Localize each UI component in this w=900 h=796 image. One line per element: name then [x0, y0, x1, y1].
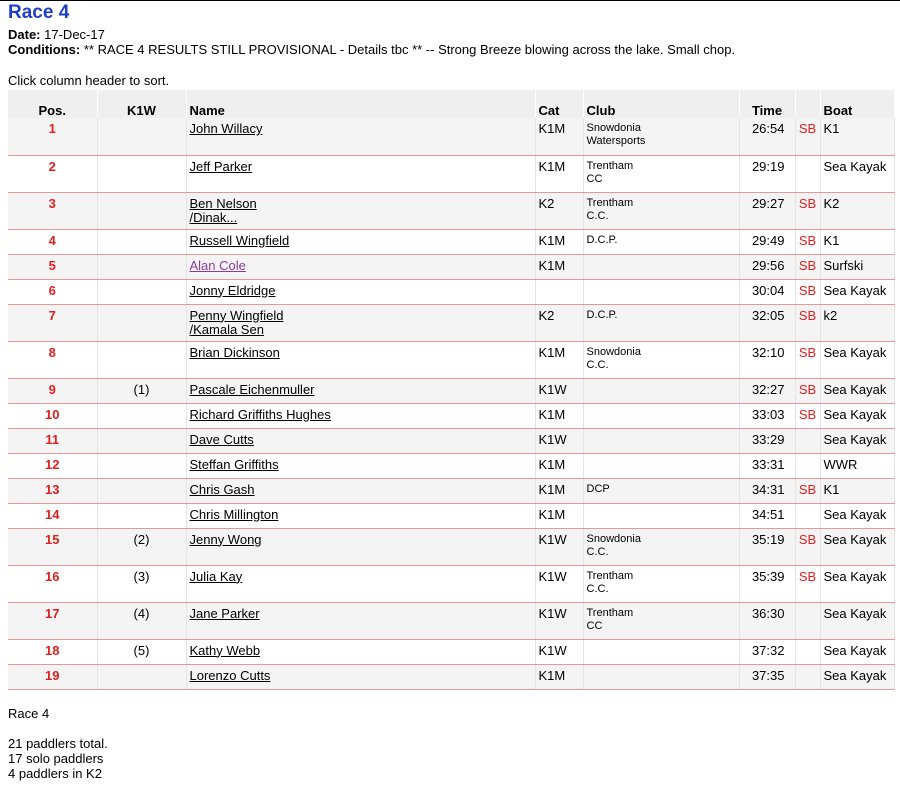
cell-pos: 19	[8, 664, 97, 689]
conditions-line	[8, 42, 735, 57]
col-header-time[interactable]: Time	[739, 90, 795, 118]
cell-pos: 2	[8, 155, 97, 192]
cell-time: 32:10	[739, 341, 795, 378]
cell-time: 34:51	[739, 503, 795, 528]
cell-cat: K1M	[535, 118, 583, 155]
club-line-1: Trentham	[586, 196, 634, 209]
cell-sb	[795, 453, 820, 478]
table-row	[8, 478, 894, 503]
club-line-1: Trentham	[586, 159, 634, 172]
conditions-value: ** RACE 4 RESULTS STILL PROVISIONAL - Details tbc ** -- Strong Breeze blowing across the lake. Small chop.	[83, 42, 736, 57]
competitor-link[interactable]: Lorenzo Cutts	[189, 667, 271, 683]
club-line-1: Trentham	[586, 569, 634, 582]
club-line-2: C.C.	[586, 582, 609, 595]
cell-name	[186, 565, 535, 602]
cell-k1w	[97, 279, 186, 304]
cell-club	[583, 378, 739, 403]
table-row	[8, 528, 894, 565]
name-line-1: Ben Nelson	[189, 195, 257, 211]
cell-pos: 6	[8, 279, 97, 304]
cell-time: 33:31	[739, 453, 795, 478]
club-line-2: CC	[586, 172, 603, 185]
summary-race-name: Race 4	[8, 706, 50, 721]
cell-boat: Sea Kayak	[820, 565, 894, 602]
cell-k1w: (1)	[97, 378, 186, 403]
competitor-link[interactable]: Kathy Webb	[189, 642, 261, 658]
cell-boat: Sea Kayak	[820, 403, 894, 428]
col-header-sb[interactable]	[795, 90, 820, 118]
table-row	[8, 341, 894, 378]
cell-pos: 4	[8, 229, 97, 254]
cell-sb	[795, 602, 820, 639]
cell-boat: Sea Kayak	[820, 279, 894, 304]
table-row	[8, 428, 894, 453]
cell-k1w: (4)	[97, 602, 186, 639]
club-line-1: D.C.P.	[586, 233, 618, 246]
cell-cat: K1W	[535, 602, 583, 639]
cell-name	[186, 453, 535, 478]
race-meta	[8, 27, 735, 57]
cell-sb: SB	[795, 378, 820, 403]
cell-sb	[795, 664, 820, 689]
cell-k1w	[97, 192, 186, 229]
cell-cat: K1M	[535, 229, 583, 254]
cell-cat	[535, 279, 583, 304]
summary-total: 21 paddlers total.	[8, 736, 108, 751]
competitor-link[interactable]: Jane Parker	[189, 605, 260, 621]
cell-cat: K1M	[535, 478, 583, 503]
cell-time: 32:05	[739, 304, 795, 341]
summary-solo: 17 solo paddlers	[8, 751, 104, 766]
cell-pos: 17	[8, 602, 97, 639]
results-table	[8, 90, 895, 690]
cell-time: 36:30	[739, 602, 795, 639]
cell-k1w	[97, 229, 186, 254]
cell-club	[583, 192, 739, 229]
cell-name	[186, 602, 535, 639]
cell-time: 34:31	[739, 478, 795, 503]
summary-k2: 4 paddlers in K2	[8, 766, 102, 781]
cell-name	[186, 378, 535, 403]
cell-time: 33:03	[739, 403, 795, 428]
cell-cat: K1W	[535, 565, 583, 602]
cell-boat: Sea Kayak	[820, 528, 894, 565]
cell-boat: Sea Kayak	[820, 378, 894, 403]
competitor-link[interactable]: Brian Dickinson	[189, 344, 280, 360]
page-title: Race 4	[8, 2, 70, 23]
cell-boat: Surfski	[820, 254, 894, 279]
competitor-link[interactable]: Jeff Parker	[189, 158, 253, 174]
cell-sb	[795, 155, 820, 192]
cell-boat: Sea Kayak	[820, 341, 894, 378]
col-header-boat[interactable]: Boat	[820, 90, 894, 118]
cell-time: 29:27	[739, 192, 795, 229]
cell-boat: Sea Kayak	[820, 639, 894, 664]
cell-boat: Sea Kayak	[820, 503, 894, 528]
cell-boat: k2	[820, 304, 894, 341]
competitor-link[interactable]: Alan Cole	[189, 257, 246, 273]
cell-boat: K1	[820, 118, 894, 155]
cell-name	[186, 403, 535, 428]
cell-cat: K1W	[535, 428, 583, 453]
cell-k1w	[97, 478, 186, 503]
table-row	[8, 602, 894, 639]
cell-name	[186, 118, 535, 155]
table-row	[8, 279, 894, 304]
cell-boat: Sea Kayak	[820, 155, 894, 192]
cell-cat: K1M	[535, 453, 583, 478]
cell-name	[186, 428, 535, 453]
cell-name	[186, 304, 535, 341]
cell-sb: SB	[795, 229, 820, 254]
club-line-1: D.C.P.	[586, 308, 618, 321]
competitor-link[interactable]: John Willacy	[189, 121, 263, 136]
cell-cat: K1M	[535, 664, 583, 689]
date-label: Date:	[8, 27, 41, 42]
competitor-link[interactable]: Steffan Griffiths	[189, 456, 279, 472]
cell-pos: 1	[8, 118, 97, 155]
cell-time: 29:19	[739, 155, 795, 192]
cell-sb: SB	[795, 528, 820, 565]
cell-name	[186, 192, 535, 229]
competitor-link[interactable]: Russell Wingfield	[189, 232, 290, 248]
cell-club	[583, 304, 739, 341]
cell-cat: K1M	[535, 254, 583, 279]
cell-pos: 12	[8, 453, 97, 478]
competitor-link[interactable]: Julia Kay	[189, 568, 243, 584]
competitor-link[interactable]	[190, 196, 257, 225]
cell-club	[583, 428, 739, 453]
cell-k1w	[97, 304, 186, 341]
competitor-link[interactable]: Dave Cutts	[189, 431, 254, 447]
club-line-2: C.C.	[586, 358, 609, 371]
cell-sb: SB	[795, 478, 820, 503]
cell-club	[583, 155, 739, 192]
club-line-2: C.C.	[586, 209, 609, 222]
cell-sb	[795, 639, 820, 664]
cell-sb: SB	[795, 341, 820, 378]
table-row	[8, 664, 894, 689]
cell-sb: SB	[795, 565, 820, 602]
cell-k1w	[97, 453, 186, 478]
cell-boat: Sea Kayak	[820, 602, 894, 639]
table-row	[8, 639, 894, 664]
cell-cat: K1M	[535, 503, 583, 528]
table-row	[8, 192, 894, 229]
cell-sb: SB	[795, 304, 820, 341]
cell-name	[186, 639, 535, 664]
cell-sb: SB	[795, 192, 820, 229]
cell-club	[583, 528, 739, 565]
club-line-2: C.C.	[586, 545, 609, 558]
cell-boat: WWR	[820, 453, 894, 478]
cell-pos: 16	[8, 565, 97, 602]
table-row	[8, 155, 894, 192]
cell-time: 30:04	[739, 279, 795, 304]
club-line-2: Watersports	[586, 135, 646, 147]
col-header-k1w[interactable]: K1W	[97, 90, 186, 118]
competitor-link[interactable]: Richard Griffiths Hughes	[189, 406, 331, 422]
cell-pos: 7	[8, 304, 97, 341]
col-header-cat[interactable]: Cat	[535, 90, 583, 118]
cell-time: 37:35	[739, 664, 795, 689]
cell-club	[583, 478, 739, 503]
cell-club	[583, 503, 739, 528]
cell-pos: 9	[8, 378, 97, 403]
summary-spacer	[8, 721, 108, 736]
cell-club	[583, 565, 739, 602]
club-line-1: Snowdonia	[586, 122, 641, 134]
cell-k1w	[97, 118, 186, 155]
cell-k1w: (2)	[97, 528, 186, 565]
cell-sb: SB	[795, 279, 820, 304]
top-rule	[0, 0, 900, 1]
cell-pos: 18	[8, 639, 97, 664]
cell-cat: K1M	[535, 155, 583, 192]
cell-pos: 5	[8, 254, 97, 279]
cell-pos: 3	[8, 192, 97, 229]
cell-k1w	[97, 254, 186, 279]
club-line-1: Snowdonia	[586, 532, 641, 545]
cell-pos: 11	[8, 428, 97, 453]
cell-name	[186, 155, 535, 192]
competitor-link[interactable]	[190, 308, 284, 337]
cell-boat: K1	[820, 229, 894, 254]
cell-sb: SB	[795, 118, 820, 155]
competitor-link[interactable]: Jenny Wong	[189, 531, 262, 547]
cell-club	[583, 602, 739, 639]
date-value: 17-Dec-17	[44, 27, 105, 42]
cell-cat: K2	[535, 304, 583, 341]
name-line-2: /Dinak...	[189, 209, 238, 225]
table-row	[8, 304, 894, 341]
competitor-link[interactable]: Jonny Eldridge	[189, 282, 276, 298]
competitor-link[interactable]: Chris Gash	[189, 481, 255, 497]
cell-sb: SB	[795, 403, 820, 428]
cell-club	[583, 453, 739, 478]
cell-k1w: (3)	[97, 565, 186, 602]
col-header-pos[interactable]: Pos.	[8, 90, 97, 118]
competitor-link[interactable]: Chris Millington	[189, 506, 279, 522]
table-row	[8, 229, 894, 254]
cell-time: 29:56	[739, 254, 795, 279]
cell-club	[583, 664, 739, 689]
cell-time: 26:54	[739, 118, 795, 155]
cell-club	[583, 403, 739, 428]
cell-k1w	[97, 428, 186, 453]
cell-pos: 10	[8, 403, 97, 428]
table-row	[8, 378, 894, 403]
cell-name	[186, 229, 535, 254]
cell-pos: 8	[8, 341, 97, 378]
cell-cat: K2	[535, 192, 583, 229]
conditions-label: Conditions:	[8, 42, 81, 57]
cell-name	[186, 254, 535, 279]
cell-time: 33:29	[739, 428, 795, 453]
cell-cat: K1W	[535, 378, 583, 403]
cell-time: 35:19	[739, 528, 795, 565]
cell-sb	[795, 503, 820, 528]
club-line-1: Snowdonia	[586, 345, 641, 358]
cell-k1w	[97, 503, 186, 528]
cell-cat: K1W	[535, 528, 583, 565]
results-body	[8, 118, 894, 689]
cell-club	[583, 254, 739, 279]
cell-pos: 14	[8, 503, 97, 528]
cell-time: 35:39	[739, 565, 795, 602]
cell-sb	[795, 428, 820, 453]
cell-time: 32:27	[739, 378, 795, 403]
cell-name	[186, 503, 535, 528]
cell-club	[583, 341, 739, 378]
cell-club	[583, 229, 739, 254]
cell-k1w	[97, 155, 186, 192]
cell-sb: SB	[795, 254, 820, 279]
table-row	[8, 565, 894, 602]
cell-name	[186, 478, 535, 503]
table-row	[8, 403, 894, 428]
cell-boat: Sea Kayak	[820, 664, 894, 689]
date-line	[8, 27, 735, 42]
name-line-2: /Kamala Sen	[189, 321, 264, 337]
col-header-club[interactable]: Club	[583, 90, 739, 118]
cell-club	[583, 279, 739, 304]
table-row	[8, 503, 894, 528]
club-line-1: DCP	[586, 482, 610, 495]
cell-club	[583, 639, 739, 664]
cell-time: 37:32	[739, 639, 795, 664]
sort-hint: Click column header to sort.	[8, 73, 170, 88]
cell-boat: Sea Kayak	[820, 428, 894, 453]
table-row	[8, 118, 894, 155]
table-row	[8, 453, 894, 478]
cell-k1w: (5)	[97, 639, 186, 664]
cell-club	[583, 118, 739, 155]
cell-name	[186, 664, 535, 689]
cell-pos: 13	[8, 478, 97, 503]
cell-time: 29:49	[739, 229, 795, 254]
name-line-1: Penny Wingfield	[189, 307, 284, 323]
header-row	[8, 90, 894, 118]
cell-name	[186, 341, 535, 378]
cell-pos: 15	[8, 528, 97, 565]
cell-name	[186, 528, 535, 565]
cell-k1w	[97, 341, 186, 378]
cell-cat: K1M	[535, 341, 583, 378]
cell-k1w	[97, 664, 186, 689]
col-header-name[interactable]: Name	[186, 90, 535, 118]
cell-boat: K2	[820, 192, 894, 229]
table-row	[8, 254, 894, 279]
club-line-1: Trentham	[586, 606, 634, 619]
cell-name	[186, 279, 535, 304]
club-line-2: CC	[586, 619, 603, 632]
cell-boat: K1	[820, 478, 894, 503]
cell-cat: K1W	[535, 639, 583, 664]
competitor-link[interactable]: Pascale Eichenmuller	[189, 381, 315, 397]
cell-cat: K1M	[535, 403, 583, 428]
summary	[8, 706, 108, 781]
cell-k1w	[97, 403, 186, 428]
